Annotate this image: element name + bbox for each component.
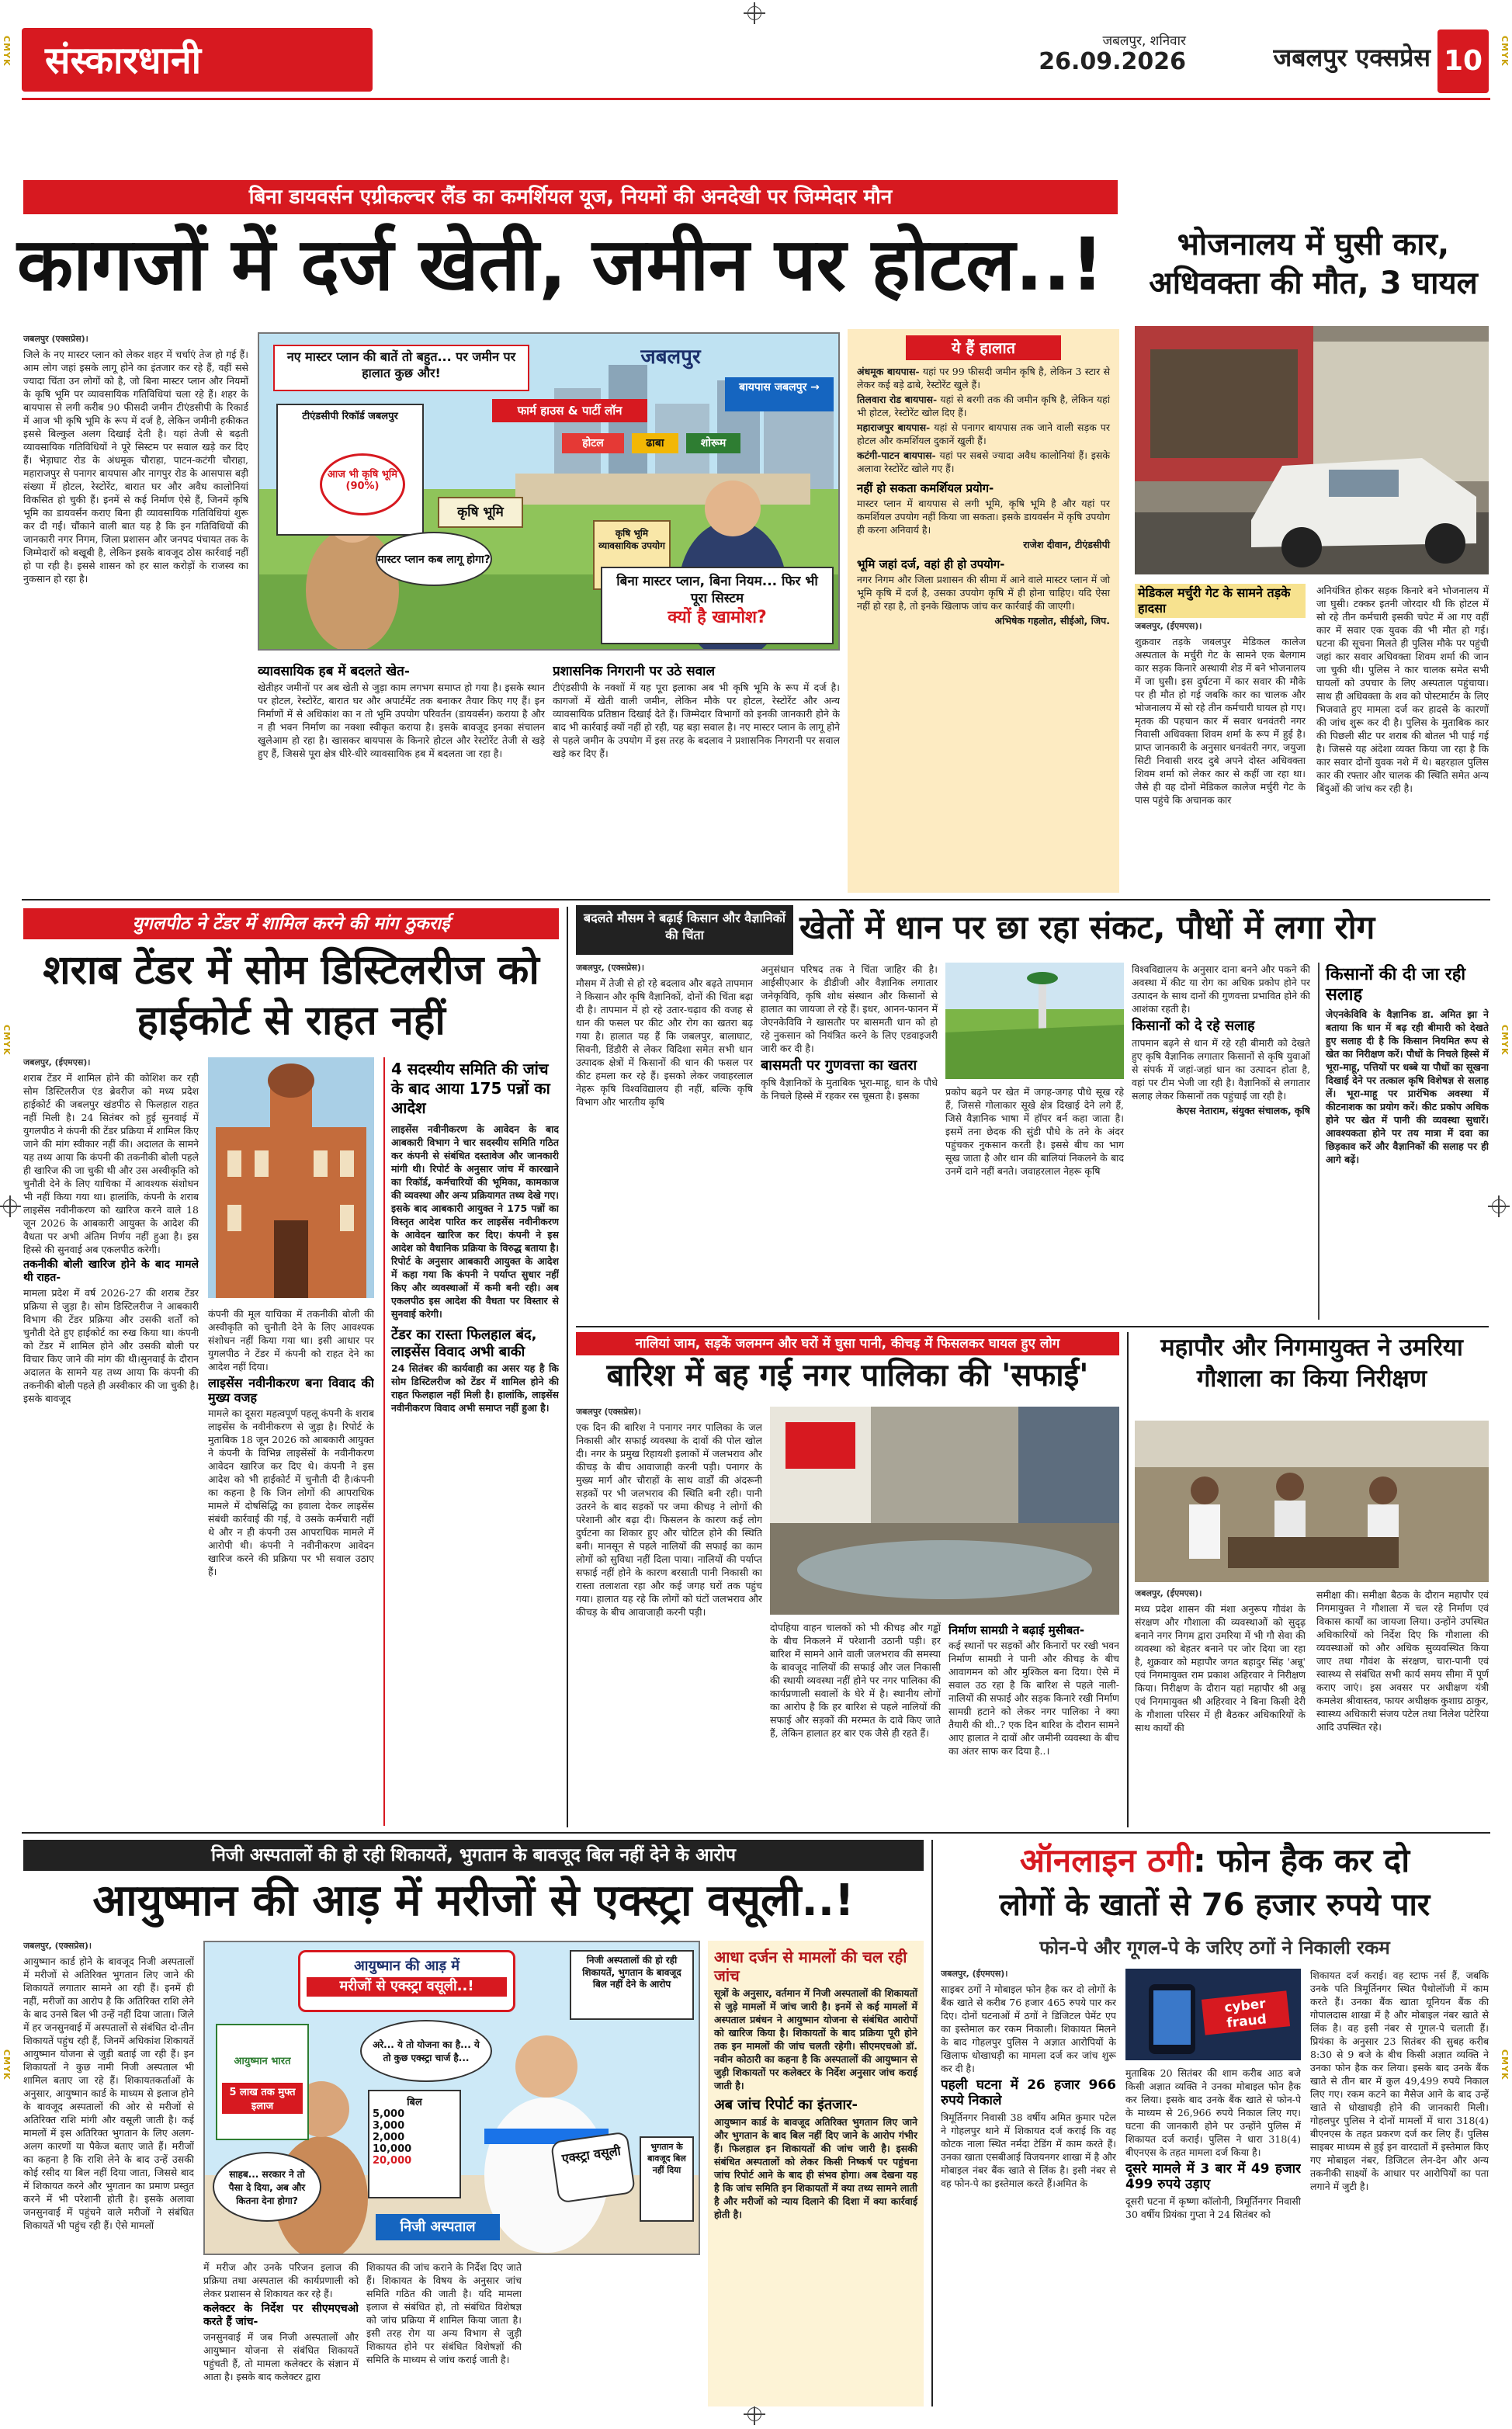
cyber-fraud-label: cyber fraud <box>1202 1990 1290 2035</box>
halat-item-text: यहां से बरगी तक की जमीन कृषि है, लेकिन यहां भी होटल, रेस्टोरेंट खोल दिए हैं। <box>857 394 1110 418</box>
ayushman-headline: आयुष्मान की आड़ में मरीजों से एक्स्ट्रा वसूली..! <box>92 1876 855 1926</box>
halat-item-text: यहां पर 99 फीसदी जमीन कृषि है, लेकिन 3 स्टार से लेकर कई बड़े ढाबे, रेस्टोरेंट खुले हैं। <box>857 366 1110 390</box>
cartoon-bubble-text: बिना मास्टर प्लान, बिना नियम... फिर भी पूरा सिस्टम <box>616 574 818 607</box>
bill-title: बिल <box>407 2097 422 2108</box>
paddy-kicker: बदलते मौसम ने बढ़ाई किसान और वैज्ञानिकों की चिंता <box>576 905 793 955</box>
halat-signature-2: अभिषेक गहलोत, सीईओ, जिप. <box>994 615 1110 626</box>
ayushman-sidebar <box>708 1941 924 2406</box>
lead-column-3 <box>553 661 840 893</box>
rain-column-1 <box>576 1407 762 1826</box>
cartoon2-bubble-doctor: अरे... ये तो योजना का है... ये तो कुछ एक्स्ट्रा चार्ज है... <box>360 2020 492 2082</box>
paddy-column-2 <box>761 963 938 1320</box>
ayushman-text-3: शिकायत की जांच कराने के निर्देश दिए जाते हैं। शिकायत के विषय के अनुसार जांच समिति गठित की जाती है। यदि मामला इलाज से संबंधित हो, तो संबंधित विशेषज्ञ को जांच प्रक्रिया में शामिल किया जाता है। इसी तरह रोग या अन्य विभाग से जुड़ी शिकायत होने पर संबंधित विशेषज्ञों की समिति के माध्यम से जांच कराई जाती है। <box>366 2261 522 2365</box>
halat-subhead-2: भूमि जहां दर्ज, वहां ही हो उपयोग- <box>857 557 1005 571</box>
ayushman-column-2 <box>203 2261 359 2406</box>
gaushala-text-2: समीक्षा की। समीक्षा बैठक के दौरान महापौर एवं निगमायुक्त ने गौशाला में चल रहे निर्माण एवं विकास कार्यों का जायजा लिया। उन्होंने उपस्थित अधिकारियों को निर्देश दिए कि गौशाला की व्यवस्थाओं को और अधिक सुव्यवस्थित किया जाए तथा गौवंश के संरक्षण, चारा-पानी एवं स्वास्थ्य से संबंधित सभी कार्य समय सीमा में पूर्ण कराए जाएं। इस अवसर पर अधीक्षण यंत्री कमलेश श्रीवास्तव, फायर अधीक्षक कुशाग्र ठाकुर, स्वास्थ्य अधिकारी संजय पटेल तथा निलेश पटेरिया आदि उपस्थित रहे। <box>1316 1589 1489 1733</box>
fraud-text-1: साइबर ठगों ने मोबाइल फोन हैक कर दो लोगों के बैंक खाते से करीब 76 हजार 465 रुपये पार कर दिए। दोनों घटनाओं में ठगों ने डिजिटल पेमेंट एप का इस्तेमाल कर रकम निकाली। शिकायत मिलने के बाद गोहलपुर पुलिस ने अज्ञात आरोपियों के खिलाफ धोखाधड़ी का मामला दर्ज कर जांच शुरू कर दी है। <box>941 1983 1116 2074</box>
bill-row: 3,000 <box>373 2120 405 2132</box>
rain-kicker: नालियां जाम, सड़कें जलमग्न और घरों में घुसा पानी, कीचड़ में फिसलकर घायल हुए लोग <box>576 1332 1119 1355</box>
paddy-column-1 <box>576 963 753 1320</box>
liquor-box-subhead: टेंडर का रास्ता फिलहाल बंद, लाइसेंस विवाद अभी बाकी <box>391 1327 537 1360</box>
ayushman-byline: जबलपुर, (एक्सप्रेस)। <box>23 1941 92 1951</box>
ayushman-cartoon <box>203 1941 700 2255</box>
fraud-byline: जबलपुर, (ईएमएस)। <box>941 1969 1008 1979</box>
lead-subhead-1: व्यावसायिक हब में बदलते खेत- <box>258 664 410 679</box>
registration-mark <box>1492 1199 1506 1213</box>
accident-column-2 <box>1316 584 1489 893</box>
gaushala-byline: जबलपुर, (ईएमएस)। <box>1135 1588 1202 1598</box>
fraud-column-1 <box>941 1969 1116 2406</box>
lead-subhead-2: प्रशासनिक निगरानी पर उठे सवाल <box>553 664 715 679</box>
gaushala-photo-art <box>1135 1421 1489 1582</box>
cartoon2-bubble-patient: साहब... सरकार ने तो पैसा दे दिया, अब और कितना देना होगा? <box>213 2152 321 2222</box>
liquor-kicker: युगलपीठ ने टेंडर में शामिल करने की मांग ठुकराई <box>23 908 559 939</box>
gaushala-photo <box>1135 1421 1489 1582</box>
paddy-column-4 <box>1132 963 1310 1320</box>
liquor-text-1: शराब टेंडर में शामिल होने की कोशिश कर रही सोम डिस्टिलरीज एंड ब्रेवरीज को मध्य प्रदेश हाईकोर्ट की जबलपुर खंडपीठ से फिलहाल राहत नहीं मिली है। 24 सितंबर को हुई सुनवाई में युगलपीठ ने कंपनी की टेंडर प्रक्रिया में शामिल किए जाने की मांग स्वीकार नहीं की। अदालत के सामने यह तथ्य आया कि कंपनी की तकनीकी बोली पहले ही खारिज की जा चुकी थी और उस अस्वीकृति को चुनौती देने के लिए याचिका में आवश्यक संशोधन भी नहीं किया गया था। हालांकि, कंपनी के शराब लाइसेंस नवीनीकरण को खारिज करने वाले 18 जून 2026 के आबकारी आयुक्त के आदेश की वैधता पर अभी अंतिम निर्णय नहीं हुआ है। इस हिस्से की सुनवाई अब एकलपीठ करेगी। <box>23 1071 199 1255</box>
paddy-side-text: जेएनकेविवि के वैज्ञानिक डा. अमित झा ने बताया कि धान में बढ़ रही बीमारी को देखते हुए सलाह दी है कि किसान नियमित रूप से खेत का निरीक्षण करें। पौधों के निचले हिस्से में भूरा-माहू, पत्तियों पर धब्बे या पौधों का सूखना दिखाई देने पर तत्काल कृषि विशेषज्ञ से सलाह लें। भूरा-माहू पर प्रारंभिक अवस्था में कीटनाशक का प्रयोग करें। कीट प्रकोप अधिक होने पर खेत में पानी की व्यवस्था सुधारें। आवश्यकता होने पर तय मात्रा में दवा का छिड़काव करें और वैज्ञानिकों की सलाह पर ही आगे बढ़ें। <box>1326 1008 1489 1165</box>
lead-kicker: बिना डायवर्सन एग्रीकल्चर लैंड का कमर्शियल यूज, नियमों की अनदेखी पर जिम्मेदार मौन <box>23 180 1118 214</box>
cartoon2-bag: एक्स्ट्रा वसूली <box>550 2131 636 2203</box>
liquor-text-2: कंपनी की मूल याचिका में तकनीकी बोली की अस्वीकृति को चुनौती देने के लिए आवश्यक संशोधन नहीं किया गया था। इसी आधार पर युगलपीठ ने टेंडर में कंपनी को राहत देने का आदेश नहीं दिया। <box>208 1308 374 1372</box>
high-court-art <box>208 1057 374 1298</box>
liquor-column-2 <box>208 1307 374 1826</box>
halat-item <box>857 421 1110 447</box>
section-divider <box>22 899 1490 900</box>
column-rule <box>567 907 568 1827</box>
lead-column-1 <box>23 334 248 893</box>
liquor-sidebar <box>383 1057 559 1826</box>
paddy-field-photo <box>945 963 1124 1079</box>
masthead-date: 26.09.2026 <box>1039 48 1186 75</box>
cartoon-folder: कृषि भूमि व्यावसायिक उपयोग <box>593 520 671 590</box>
accident-headline: भोजनालय में घुसी कार, अधिवक्ता की मौत, 3 घायल <box>1149 227 1478 301</box>
cmyk-strip: CMYK <box>1500 2049 1510 2080</box>
cyber-fraud-photo <box>1125 1969 1301 2060</box>
ayushman-card <box>216 2024 309 2140</box>
fraud-text-2: मुताबिक 20 सितंबर की शाम करीब आठ बजे किसी अज्ञात व्यक्ति ने उनका मोबाइल फोन हैक कर लिया। इसके बाद उनके बैंक खाते से फोन-पे के माध्यम से 26,966 रुपये निकाल लिए गए। घटना की जानकारी होने पर उन्होंने पुलिस में शिकायत दर्ज कराई। पुलिस ने धारा 318(4) बीएनएस के तहत मामला दर्ज किया है। <box>1125 2067 1301 2158</box>
section-banner <box>22 28 373 92</box>
cartoon2-hospital-sign: निजी अस्पताल <box>376 2214 500 2240</box>
paddy-signature: केएस नेताराम, संयुक्त संचालक, कृषि <box>1176 1104 1310 1116</box>
masthead-day: जबलपुर, शनिवार <box>1102 33 1186 49</box>
gaushala-column-1 <box>1135 1588 1306 1826</box>
field-sign: कृषि भूमि <box>438 497 523 528</box>
ayushman-text-2: में मरीज और उनके परिजन इलाज की प्रक्रिया तथा अस्पताल की कार्यप्रणाली को लेकर प्रशासन से शिकायत कर रहे हैं। <box>203 2261 359 2299</box>
registration-mark <box>3 1199 17 1213</box>
paddy-text-3: प्रकोप बढ़ने पर खेत में जगह-जगह पौधे सूख रहे हैं, जिससे गोलाकार सूखे क्षेत्र दिखाई देने लगे हैं, जिसे वैज्ञानिक भाषा में हॉपर बर्न कहा जाता है। इसमें तना छेदक की सुंडी पौधे के तने के अंदर पहुंचकर नुकसान करती है। इससे बीच का भाग सूख जाता है और धान की बालियां निकलने के बाद उनमें दाने नहीं बनते। जवाहरलाल नेहरू कृषि <box>945 1086 1124 1177</box>
halat-signature-1: राजेश दीवान, टीएंडसीपी <box>1023 539 1110 550</box>
halat-item-label: महाराजपुर बायपास- <box>857 422 931 433</box>
liquor-column-1 <box>23 1057 199 1826</box>
section-divider <box>22 1832 1490 1834</box>
masthead-paper-name: जबलपुर एक्सप्रेस <box>1273 43 1431 72</box>
halat-item-label: तिलवारा रोड बायपास- <box>857 394 938 405</box>
bill-row: 20,000 <box>373 2155 412 2167</box>
ayushman-subhead-1: कलेक्टर के निर्देश पर सीएमएचओ करते हैं जांच- <box>203 2302 359 2328</box>
fraud-text-3: शिकायत दर्ज कराई। वह स्टाफ नर्स हैं, जबकि उनके पति त्रिमूर्तिनगर स्थित पैथोलॉजी में काम करते हैं। उनका बैंक खाता यूनियन बैंक की गोपालदास शाखा में है और मोबाइल नंबर खाते से लिंक है। वह इसी नंबर से गूगल-पे चलाती हैं। प्रियंका के अनुसार 23 सितंबर की सुबह करीब 8:30 से 9 बजे के बीच किसी अज्ञात व्यक्ति ने उनका फोन हैक कर लिया। इसके बाद उनके बैंक खाते से तीन बार में कुल 49,499 रुपये निकाल लिए गए। रकम कटने का मैसेज आने के बाद उन्हें खाते से धोखाधड़ी होने की जानकारी मिली। गोहलपुर पुलिस ने दोनों मामलों में धारा 318(4) बीएनएस के तहत प्रकरण दर्ज कर लिए हैं। पुलिस साइबर माध्यम से हुई इन वारदातों में इस्तेमाल किए गए मोबाइल नंबर, डिजिटल लेन-देन और अन्य तकनीकी साक्ष्यों के आधार पर आरोपियों का पता लगाने में जुटी है। <box>1310 1969 1489 2192</box>
fraud-column-2 <box>1125 2066 1301 2406</box>
cartoon2-note: निजी अस्पतालों की हो रही शिकायतें, भुगतान के बावजूद बिल नहीं देने के आरोप <box>570 1950 694 2020</box>
halat-item <box>857 365 1110 391</box>
halat-item <box>857 449 1110 475</box>
liquor-subhead-2: लाइसेंस नवीनीकरण बना विवाद की मुख्य वजह <box>208 1376 374 1406</box>
halat-subhead-1: नहीं हो सकता कमर्शियल प्रयोग- <box>857 481 994 495</box>
paddy-text-2b: कृषि वैज्ञानिकों के मुताबिक भूरा-माहू, धान के पौधे के निचले हिस्से में रहकर रस चूसता है। इसका <box>761 1076 938 1102</box>
accident-text-2: अनियंत्रित होकर सड़क किनारे बने भोजनालय में जा घुसी। टक्कर इतनी जोरदार थी कि होटल में सो रहे तीन कर्मचारी इसकी चपेट में आ गए वहीं कार में सवार एक युवक की भी मौत हो गई। घटना की सूचना मिलते ही पुलिस मौके पर पहुंची जहां कार सवार अधिवक्ता शिवम शर्मा की जान जा चुकी थी। पुलिस ने कार चालक समेत सभी घायलों को उपचार के लिए अस्पताल पहुंचाया। साथ ही अधिवक्ता के शव को पोस्टमार्टम के लिए भिजवाते हुए मामला दर्ज कर हादसे के कारणों की जांच शुरू कर दी है। पुलिस के मुताबिक कार की पिछली सीट पर शराब की बोतल भी पाई गई है। जिससे यह अंदेशा व्यक्त किया जा रहा है कि कार सवार दोनों युवक नशे में थे। बहरहाल पुलिस कार की रफ्तार और चालक की स्थिति समेत अन्य बिंदुओं की जांच कर रही है। <box>1316 585 1489 794</box>
halat-item-label: अंधमूक बायपास- <box>857 366 920 377</box>
liquor-text-2b: मामले का दूसरा महत्वपूर्ण पहलू कंपनी के शराब लाइसेंस के नवीनीकरण से जुड़ा है। रिपोर्ट के मुताबिक 18 जून 2026 को आबकारी आयुक्त ने कंपनी के विभिन्न लाइसेंसों के नवीनीकरण आवेदन खारिज कर दिए थे। कंपनी ने इस आदेश को भी हाईकोर्ट में चुनौती दी है।कंपनी का कहना है कि जिन लोगों की आपराधिक मामले में दोषसिद्धि का हवाला देकर लाइसेंस संबंधी कार्रवाई की गई, वे उसके कर्मचारी नहीं थे और न ही कंपनी उस आपराधिक मामले में आरोपी थी। कंपनी ने नवीनीकरण आवेदन खारिज करने की प्रक्रिया पर भी सवाल उठाए हैं। <box>208 1407 374 1578</box>
column-rule <box>931 1840 933 2406</box>
cartoon-city-label: जबलपुर <box>640 345 701 369</box>
rain-column-2 <box>770 1621 941 1826</box>
gaushala-headline: महापौर और निगमायुक्त ने उमरिया गौशाला का किया निरीक्षण <box>1160 1334 1463 1393</box>
paddy-sidebar <box>1318 963 1489 1320</box>
liquor-headline: शराब टेंडर में सोम डिस्टिलरीज को हाईकोर्ट से राहत नहीं <box>43 947 539 1044</box>
cartoon-sign-farmhouse: फार्म हाउस & पार्टी लॉन <box>492 399 647 422</box>
fraud-text-2b: दूसरी घटना में कृष्णा कॉलोनी, त्रिमूर्तिनगर निवासी 30 वर्षीय प्रियंका गुप्ता ने 24 सितंबर को <box>1125 2195 1301 2220</box>
cartoon-sign-showroom: शोरूम <box>686 433 740 453</box>
halat-item-text: यहां पर सबसे ज्यादा अवैध कालोनियां हैं। इसके अलावा रेस्टोरेंट खोले गए हैं। <box>857 449 1110 474</box>
ayushman-column-3 <box>366 2261 522 2406</box>
halat-box <box>848 329 1119 893</box>
halat-items <box>848 365 1119 627</box>
accident-column-1 <box>1135 621 1306 893</box>
rain-flood-photo <box>770 1407 1119 1615</box>
fraud-headline-line1 <box>939 1843 1490 1886</box>
paddy-column-3 <box>945 1085 1124 1320</box>
liquor-subhead-1: तकनीकी बोली खारिज होने के बाद मामले थी राहत- <box>23 1258 199 1284</box>
bill-row: 2,000 <box>373 2132 405 2143</box>
record-title: टीएंडसीपी रिकॉर्ड जबलपुर <box>302 411 398 422</box>
ayushman-side-text: सूत्रों के अनुसार, वर्तमान में निजी अस्पतालों की शिकायतों से जुड़े मामलों में जांच जारी है। इनमें से कई मामलों में अस्पताल प्रबंधन ने आयुष्मान योजना से संबंधित आरोपों को खारिज किया है। शिकायतों के बाद प्रक्रिया पूरी होने तक इन मामलों की जांच चलती रहेगी। सीएमएचओ डॉ. नवीन कोठारी का कहना है कि अस्पतालों की आयुष्मान से जुड़ी शिकायतों पर कलेक्टर के निर्देश अनुसार जांच कराई जाती है। <box>714 1987 917 2091</box>
halat-item-text: यहां से पनागर बायपास तक जाने वाली सड़क पर होटल और कमर्शियल दुकानें खुली हैं। <box>857 422 1111 446</box>
halat-text-2: नगर निगम और जिला प्रशासन की सीमा में आने वाले मास्टर प्लान में जो भूमि कृषि में दर्ज है, उसका उपयोग कृषि में ही होना चाहिए। यदि ऐसा नहीं हो रहा है, तो इनके खिलाफ जांच कर कार्रवाई की जाएगी। <box>857 574 1110 612</box>
registration-mark <box>747 2407 761 2421</box>
bill-row: 5,000 <box>373 2108 405 2120</box>
liquor-box-text: लाइसेंस नवीनीकरण के आवेदन के बाद आबकारी विभाग ने चार सदस्यीय समिति गठित कर कंपनी से संबंधित दस्तावेज और जानकारी मांगी थी। रिपोर्ट के अनुसार जांच में कारखाने का रिकॉर्ड, कर्मचारियों की भूमिका, कामकाज की व्यवस्था और अन्य प्रक्रियागत तथ्य देखे गए। इसके बाद आबकारी आयुक्त ने 175 पन्नों का विस्तृत आदेश पारित कर लाइसेंस नवीनीकरण के आवेदन खारिज कर दिए। कंपनी ने इस आदेश को वैधानिक प्रक्रिया के विरुद्ध बताया है। रिपोर्ट के अनुसार आबकारी आयुक्त के आदेश में कहा गया कि कंपनी ने पर्याप्त सुधार नहीं किए और व्यवस्थाओं में कमी बनी रही। अब एकलपीठ इस आदेश की वैधता पर विस्तार से सुनवाई करेगी। <box>391 1123 559 1320</box>
page-number: 10 <box>1437 29 1489 93</box>
ayushman-column-1 <box>23 1941 194 2406</box>
ayushman-kicker: निजी अस्पतालों की हो रही शिकायतें, भुगतान के बावजूद बिल नहीं देने के आरोप <box>23 1840 924 1871</box>
rain-text-2: दोपहिया वाहन चालकों को भी कीचड़ और गड्ढों के बीच निकलने में परेशानी उठानी पड़ी। हर बारिश में सामने आने वाली जलभराव की समस्या के बावजूद नालियों की सफाई और जल निकासी की स्थायी व्यवस्था नहीं होने पर नगर पालिका की कार्यप्रणाली सवालों के घेरे में है। स्थानीय लोगों का आरोप है कि हर बारिश से पहले नालियों की सफाई और सड़कों की मरम्मत के दावे किए जाते हैं, लेकिन हालात हर बार एक जैसे ही रहते हैं। <box>770 1622 941 1739</box>
section-title: संस्कारधानी <box>45 39 202 82</box>
accident-photo-art <box>1135 326 1489 574</box>
cartoon-sign-bypass: बायपास जबलपुर → <box>725 377 834 411</box>
fraud-headline-rest: : फोन हैक कर दो <box>1193 1841 1410 1879</box>
rain-column-3 <box>948 1621 1119 1826</box>
fraud-subhead-2: दूसरे मामले में 3 बार में 49 हजार 499 रुपये उड़ाए <box>1125 2161 1301 2193</box>
cartoon2-title-2: मरीजों से एक्स्ट्रा वसूली..! <box>307 1977 507 1996</box>
cmyk-strip: CMYK <box>1500 1025 1510 1056</box>
liquor-box-text-2: 24 सितंबर की कार्यवाही का असर यह है कि सोम डिस्टिलरीज को टेंडर में शामिल होने की राहत फिलहाल नहीं मिली है। हालांकि, लाइसेंस नवीनीकरण विवाद अभी समाप्त नहीं हुआ है। <box>391 1362 559 1414</box>
paddy-field-art <box>945 963 1124 1079</box>
lead-byline: जबलपुर (एक्सप्रेस)। <box>23 334 88 344</box>
halat-item-label: कटंगी-पाटन बायपास- <box>857 449 936 461</box>
ayushman-side-text-2: आयुष्मान कार्ड के बावजूद अतिरिक्त भुगतान लिए जाने और भुगतान के बाद बिल नहीं दिए जाने के आरोप गंभीर हैं। फिलहाल इन शिकायतों की जांच जारी है। इसकी संबंधित अस्पतालों को लेकर किसी निष्कर्ष पर पहुंचना जांच रिपोर्ट आने के बाद ही संभव होगा। अब देखना यह है कि जांच समिति इन शिकायतों में क्या तथ्य सामने लाती है और मरीजों को न्याय दिलाने की दिशा में क्या कार्रवाई होती है। <box>714 2115 917 2220</box>
cartoon-bubble-question: मास्टर प्लान कब लागू होगा? <box>376 532 492 586</box>
lead-headline: कागजों में दर्ज खेती, जमीन पर होटल..! <box>17 223 1105 307</box>
lead-text-1: जिले के नए मास्टर प्लान को लेकर शहर में चर्चाएं तेज हो गई हैं। आम लोग जहां इसके लागू होने का इंतजार कर रहे हैं, वहीं ससे ज्यादा चिंता उन लोगों को है, जो बिना मास्टर प्लान और नियमों के कृषि भूमि पर व्यावसायिक गतिविधियां चला रहे हैं। शहर के बायपास से लगी करीब 90 फीसदी जमीन टीएंडसीपी के रिकार्ड में आज भी कृषि भूमि के रूप में दर्ज है, लेकिन जमीनी हकीकत इससे बिल्कुल अलग दिखाई देती है। यहां तेजी से बढ़ती व्यावसायिक गतिविधियों ने पूरे सिस्टम पर सवाल खड़े कर दिए हैं। भेड़ाघाट रोड के अंधमूक चौराहा, पाटन-कटंगी चौराहा, महाराजपुर से पनागर बायपास और नागपुर रोड के आसपास बड़ी संख्या में होटल, रेस्टोरेंट, बारात घर और अवैध कालोनियां विकसित हो चुकी हैं। इनमें से कई निर्माण ऐसे हैं, जिनमें कृषि भूमि का डायवर्सन कराए बिना ही व्यावसायिक गतिविधियां शुरू कर दी गईं। चौंकाने वाली बात यह है कि इन गतिविधियों की जानकारी नगर निगम, जिला प्रशासन और जनपद पंचायत तक के जिम्मेदारों को बखूबी है, लेकिन इसके बावजूद ठोस कार्रवाई नहीं हो पा रही है। इससे शासन को हर साल करोड़ों के राजस्व का नुकसान हो रहा है। <box>23 348 248 585</box>
bill-row: 10,000 <box>373 2143 412 2155</box>
gaushala-text-1: मध्य प्रदेश शासन की मंशा अनुरूप गौवंश के संरक्षण और गौशाला की व्यवस्थाओं को सुदृढ़ बनाने नगर निगम द्वारा उमरिया में भी गौ सेवा की व्यवस्था को बेहतर बनाने पर जोर दिया जा रहा है, शुक्रवार को महापौर जगत बहादुर सिंह 'अन्नू' एवं निगमायुक्त राम प्रकाश अहिरवार ने निरीक्षण किया। निरीक्षण के दौरान यहां महापौर श्री अन्नू एवं निगमायुक्त श्री अहिरवार ने बिना किसी देरी के गौशाला परिसर में ही बैठकर अधिकारियों के साथ कार्यों की <box>1135 1602 1306 1733</box>
cartoon-banner: नए मास्टर प्लान की बातें तो बहुत... पर जमीन पर हालात कुछ और! <box>273 345 529 391</box>
section-divider <box>576 1326 1489 1327</box>
rain-text-1: एक दिन की बारिश ने पनागर नगर पालिका के जल निकासी और सफाई व्यवस्था के दावों की पोल खोल दी। नगर के प्रमुख रिहायशी इलाकों में जलभराव और कीचड़ के बीच आवाजाही करनी पड़ी। पनागर के मुख्य मार्ग और चौराहों के साथ वार्डों की अंदरूनी सड़कों पर भी जलभराव की स्थिति बनी रही। पानी उतरने के बाद सड़कों पर जमा कीचड़ ने लोगों की परेशानी और बढ़ा दी। फिसलन के कारण कई लोग दुर्घटना का शिकार हुए और चोटिल होने की स्थिति बनी। मानसून से पहले नालियों की सफाई का काम लोगों को सुविधा नहीं दिला पाया। नालियों की पर्याप्त सफाई नहीं होने के कारण बरसाती पानी निकासी का रास्ता तलाशता रहा और कई जगह घरों तक पहुंच गया। हालात यह रहे कि लोगों को घंटों जलभराव और कीचड़ के बीच आवाजाही करनी पड़ी। <box>576 1421 762 1618</box>
accident-text-1: शुक्रवार तड़के जबलपुर मेडिकल कालेज अस्पताल के मर्चुरी गेट के सामने एक बेलगाम कार सड़क किनारे अस्थायी शेड में बने भोजनालय में जा घुसी। इस दुर्घटना में कार सवार की मौके पर ही मौत हो गई जबकि कार का चालक और भोजनालय में सो रहे तीन कर्मचारी घायल हो गए। मृतक की पहचान कार में सवार धनवंतरी नगर निवासी अधिवक्ता शिवम शर्मा के रूप में हुई है। प्राप्त जानकारी के अनुसार धनवंतरी नगर, जयुजा सिटी निवासी शरद दुबे अपने दोस्त अधिवक्ता शिवम शर्मा को लेकर कार से कहीं जा रहा था। जैसे ही वह दोनों मेडिकल कालेज मर्चुरी गेट के पास पहुंचे कि अचानक कार <box>1135 635 1306 806</box>
paddy-headline: खेतों में धान पर छा रहा संकट, पौधों में लगा रोग <box>799 908 1375 946</box>
paddy-side-title: किसानों की दी जा रही सलाह <box>1326 965 1466 1005</box>
fraud-column-3 <box>1310 1969 1489 2406</box>
liquor-text-1b: मामला प्रदेश में वर्ष 2026-27 की शराब टेंडर प्रक्रिया से जुड़ा है। सोम डिस्टिलरीज ने आबकारी विभाग की टेंडर प्रक्रिया और उसकी शर्तों को चुनौती देते हुए हाईकोर्ट का रुख किया था। कंपनी को टेंडर में शामिल होने और उसकी बोली पर विचार किए जाने की मांग की थी।सुनवाई के दौरान अदालत के सामने यह तथ्य आया कि कंपनी की तकनीकी बोली पहले ही अस्वीकार की जा चुकी है। इसके बावजूद <box>23 1286 199 1404</box>
record-stamp: आज भी कृषि भूमि (90%) <box>320 453 405 515</box>
fraud-headline-line2: लोगों के खातों से 76 हजार रुपये पार <box>999 1887 1431 1923</box>
cartoon2-bill <box>368 2090 461 2198</box>
column-rule <box>1127 1332 1129 1827</box>
paddy-text-1: मौसम में तेजी से हो रहे बदलाव और बढ़ते तापमान ने किसान और कृषि वैज्ञानिकों, दोनों की चिंता बढ़ा दी है। तापमान में हो रहे उतार-चढ़ाव की वजह से धान की फसल पर कीट और रोग का खतरा बढ़ गया है। हालात यह हैं कि जबलपुर, बालाघाट, सिवनी, डिंडौरी से लेकर विदिशा समेत सभी धान उत्पादक क्षेत्रों में किसानों की धान की फसल पर कीट हमला कर रहे हैं। इसको लेकर जवाहरलाल नेहरू कृषि विश्वविद्यालय ही नहीं, बल्कि कृषि विभाग और भारतीय कृषि <box>576 977 753 1108</box>
lead-text-3: टीएंडसीपी के नक्शों में यह पूरा इलाका अब भी कृषि भूमि के रूप में दर्ज है। कागजों में खेती वाली जमीन, लेकिन मौके पर होटल, रेस्टोरेंट और अन्य व्यावसायिक प्रतिष्ठान दिखाई देते हैं। जिम्मेदार विभागों को इनकी जानकारी होने के बाद भी कार्रवाई क्यों नहीं हो रही, यह बड़ा सवाल है। नए मास्टर प्लान के लागू होने से पहले जमीन के उपयोग में इस तरह के बदलाव ने प्रशासनिक निगरानी पर सवाल खड़े कर दिए हैं। <box>553 682 840 760</box>
accident-byline: जबलपुर, (ईएमएस)। <box>1135 621 1202 631</box>
cartoon2-paper: भुगतान के बावजूद बिल नहीं दिया <box>640 2136 694 2222</box>
ayushman-text-2b: जनसुनवाई में जब निजी अस्पतालों और आयुष्मान योजना से संबंधित शिकायतें पहुंचती हैं, तो मामला कलेक्टर के संज्ञान में आता है। इसके बाद कलेक्टर द्वारा <box>203 2330 359 2382</box>
ayushman-card-sub: 5 लाख तक मुफ्त इलाज <box>222 2083 303 2114</box>
masthead-rule <box>22 98 1490 100</box>
lead-column-2 <box>258 661 545 893</box>
cartoon2-title-1: आयुष्मान की आड़ में <box>353 1958 459 1974</box>
cmyk-strip: CMYK <box>1500 36 1510 67</box>
ayushman-card-title: आयुष्मान भारत <box>234 2056 291 2067</box>
high-court-photo <box>208 1057 374 1298</box>
fraud-headline-red: ऑनलाइन ठगी <box>1019 1841 1194 1879</box>
paddy-text-4b: तापमान बढ़ने से धान में रहे रही बीमारी को देखते हुए कृषि वैज्ञानिक लगातार किसानों से कृषि युवाओं से संपर्क में जहां-जहां धान का उत्पादन होता है, वहां पर टीम भेजी जा रही है। वैज्ञानिकों से लगातार सलाह लेकर किसानों तक पहुंचाई जा रही है। <box>1132 1036 1310 1102</box>
cmyk-strip: CMYK <box>2 36 12 67</box>
liquor-box-title: 4 सदस्यीय समिति की जांच के बाद आया 175 पन्नों का आदेश <box>391 1060 550 1117</box>
accident-subhead: मेडिकल मर्चुरी गेट के सामने तड़के हादसा <box>1135 584 1306 618</box>
rain-flood-art <box>770 1407 1119 1615</box>
fraud-subhead-1: पहली घटना में 26 हजार 966 रुपये निकाले <box>941 2077 1116 2109</box>
halat-title: ये हैं हालात <box>906 335 1061 360</box>
cmyk-strip: CMYK <box>2 2049 12 2080</box>
ayushman-side-title: आधा दर्जन से मामलों की चल रही जांच <box>714 1948 907 1985</box>
rain-headline: बारिश में बह गई नगर पालिका की 'सफाई' <box>606 1358 1089 1393</box>
cartoon-sign-hotel: होटल <box>562 433 624 453</box>
lead-text-2: खेतीहर जमीनों पर अब खेती से जुड़ा काम लगभग समाप्त हो गया है। इसके स्थान पर होटल, रेस्टोरेंट, बारात घर और अपार्टमेंट तक बनाकर तैयार किए गए हैं। इन निर्माणों में से अधिकांश का न तो भूमि उपयोग परिवर्तन (डायवर्सन) कराया है और न ही भवन निर्माण का नक्शा स्वीकृत कराया है। इसके बावजूद इनका संचालन खुलेआम हो रहा है। खासकर बायपास के किनारे होटल और रेस्टोरेंट तेजी से खड़े हुए हैं, जिससे पूरा क्षेत्र धीरे-धीरे व्यावसायिक हब में बदलता जा रहा है। <box>258 682 545 760</box>
paddy-byline: जबलपुर, (एक्सप्रेस)। <box>576 963 645 973</box>
cartoon-record-sheet <box>276 404 424 536</box>
rain-byline: जबलपुर (एक्सप्रेस)। <box>576 1407 641 1417</box>
fraud-text-1b: त्रिमूर्तिनगर निवासी 38 वर्षीय अमित कुमार पटेल ने गोहलपुर थाने में शिकायत दर्ज कराई कि वह कोटक नाला स्थित नर्मदा टेडिंग में काम करते हैं। उनका खाता एसबीआई विजयनगर शाखा में है और मोबाइल नंबर बैंक खाते से लिंक है। इसी नंबर से वह फोन-पे का इस्तेमाल करते हैं।अमित के <box>941 2111 1116 2189</box>
paddy-text-4: विश्वविद्यालय के अनुसार दाना बनने और पकने की अवस्था में कीट या रोग का अधिक प्रकोप होने पर उत्पादन के साथ दानों की गुणवत्ता प्रभावित होने की आशंका रहती है। <box>1132 963 1310 1015</box>
paddy-text-2: अनुसंधान परिषद तक ने चिंता जाहिर की है। आईसीएआर के डीडीजी और वैज्ञानिक लगातार जनेकृविवि, कृषि शोध संस्थान और किसानों से हालात का जायजा ले रहे हैं। इधर, आनन-फानन में जेएनकेविवि ने खासतौर पर बासमती धान को हो रहे नुकसान को नियंत्रित करने के लिए एडवाइजरी जारी कर दी है। <box>761 963 938 1054</box>
cartoon-bubble-officer <box>601 567 834 644</box>
master-plan-cartoon <box>258 332 840 651</box>
paddy-subhead-1: बासमती पर गुणवत्ता का खतरा <box>761 1057 917 1074</box>
liquor-byline: जबलपुर, (ईएमएस)। <box>23 1057 91 1067</box>
halat-text-1: मास्टर प्लान में बायपास से लगी भूमि, कृषि भूमि है और यहां पर कमर्शियल उपयोग नहीं किया जा सकता। इसके डायवर्सन में कृषि उपयोग ही करना अनिवार्य है। <box>857 498 1110 536</box>
ayushman-side-subhead: अब जांच रिपोर्ट का इंतजार- <box>714 2097 858 2113</box>
rain-text-3: कई स्थानों पर सड़कों और किनारों पर रखी भवन निर्माण सामग्री ने पानी और कीचड़ के बीच आवागमन को और मुश्किल बना दिया। ऐसे में सवाल उठ रहा है कि बारिश से पहले नाली-नालियों की सफाई और सड़क किनारे रखी निर्माण सामग्री हटाने को लेकर नगर पालिका ने क्या तैयारी की थी..? एक दिन बारिश के दौरान सामने आए हालात ने दावों और जमीनी व्यवस्था के बीच का अंतर साफ कर दिया है..। <box>948 1640 1119 1757</box>
cartoon2-banner <box>298 1950 515 2012</box>
cartoon-bubble-highlight: क्यों है खामोश? <box>668 608 767 628</box>
rain-subhead-1: निर्माण सामग्री ने बढ़ाई मुसीबत- <box>948 1623 1085 1637</box>
cmyk-strip: CMYK <box>2 1025 12 1056</box>
fraud-deck: फोन-पे और गूगल-पे के जरिए ठगों ने निकाली रकम <box>1039 1937 1390 1959</box>
registration-mark <box>747 6 761 20</box>
ayushman-text-1: आयुष्मान कार्ड होने के बावजूद निजी अस्पतालों में मरीजों से अतिरिक्त भुगतान लिए जाने की शिकायतें लगातार सामने आ रही हैं। इनमें ही नहीं, मरीजों का आरोप है कि अतिरिक्त राशि लेने के बाद उनसे बिल भी उन्हें नहीं दिया जाता। जिले में हर जनसुनवाई में अस्पतालों से संबंधित दो-तीन शिकायतें पहुंच रही हैं, जिनमें अधिकांश शिकायतें आयुष्मान योजना से जुड़ी बताई जा रही हैं। इन शिकायतों ने कुछ नामी निजी अस्पताल भी शामिल बताए जा रहे हैं। शिकायतकर्ताओं के अनुसार, आयुष्मान कार्ड के माध्यम से इलाज होने के बावजूद अस्पतालों की ओर से मरीजों से अतिरिक्त राशि मांगी और वसूली जाती है। कई मामलों में इस अतिरिक्त भुगतान के लिए अलग-अलग कारणों या पैकेज बताए जाते हैं। मरीजों का कहना है कि राशि लेने के बाद उन्हें उसकी कोई रसीद या बिल नहीं दिया जाता, जिससे बाद में शिकायत करने और भुगतान का प्रमाण प्रस्तुत करने में भी परेशानी होती है। इसके अलावा जनसुनवाई में पहुंचने वाले मरीजों ने संबंधित शिकायतें भी पहुंच रही हैं। ऐसे मामलों <box>23 1955 194 2231</box>
accident-photo <box>1135 326 1489 574</box>
paddy-subhead-2: किसानों को दे रहे सलाह <box>1132 1018 1255 1034</box>
halat-item <box>857 393 1110 419</box>
cartoon-sign-dhaba: ढाबा <box>632 433 678 453</box>
gaushala-column-2 <box>1316 1588 1489 1826</box>
